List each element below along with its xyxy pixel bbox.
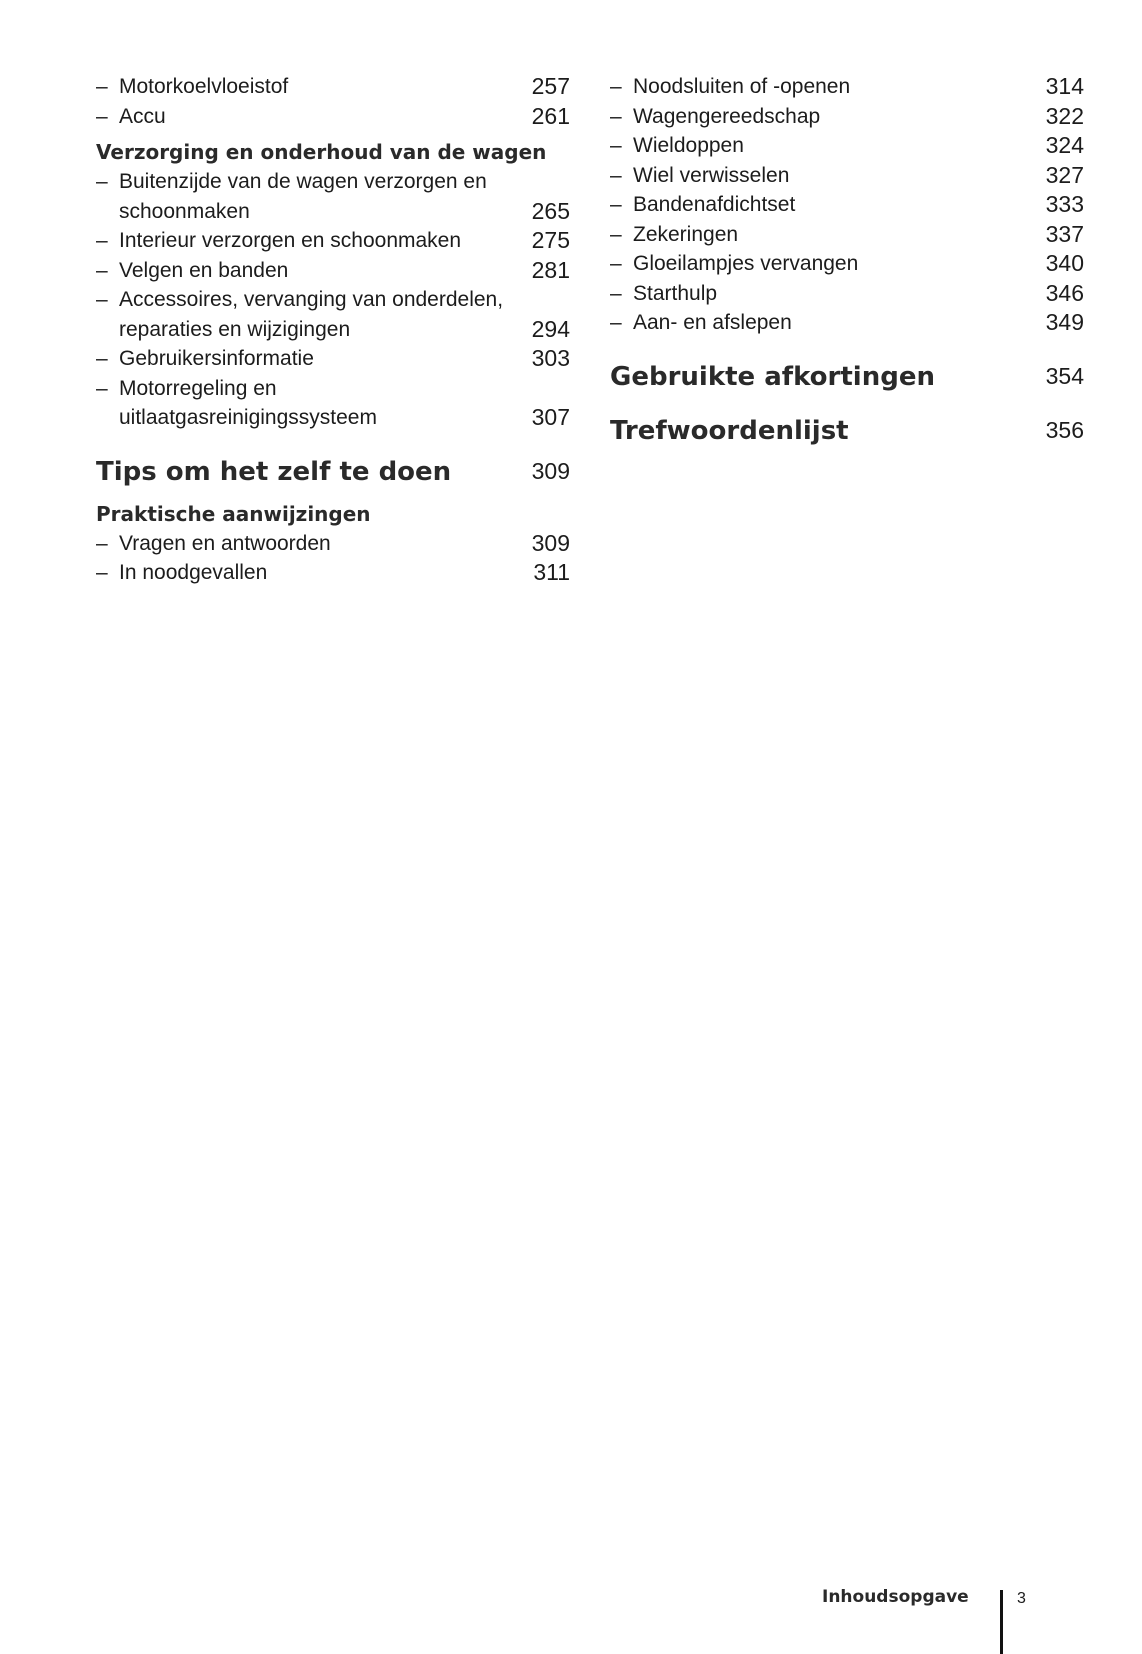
entry-title: Velgen en banden	[119, 258, 289, 282]
entry-page-number: 324	[1045, 132, 1084, 158]
entry-dash: –	[96, 258, 108, 282]
entry-title: Bandenafdichtset	[633, 193, 796, 216]
toc-chapter-trefwoordenlijst[interactable]	[610, 416, 1084, 446]
toc-entry-bandenafdichtset[interactable]	[610, 190, 1084, 220]
chapter-page-number: 354	[1045, 362, 1084, 389]
entry-dash: –	[610, 134, 622, 157]
chapter-title: Gebruikte afkortingen	[610, 361, 935, 392]
entry-page-number: 322	[1045, 102, 1084, 129]
entry-page-number: 340	[1045, 250, 1084, 276]
entry-title: Interieur verzorgen en schoonmaken	[119, 229, 462, 252]
entry-page-number: 303	[531, 345, 570, 371]
entry-page-number: 261	[531, 102, 570, 129]
entry-dash: –	[96, 170, 108, 193]
toc-entry-gloeilampjes[interactable]	[610, 249, 1084, 279]
entry-page-number: 265	[531, 197, 570, 224]
entry-title: Gebruikersinformatie	[119, 347, 314, 370]
entry-dash: –	[610, 75, 622, 98]
toc-right-column	[610, 72, 1084, 446]
entry-title: Zekeringen	[633, 222, 739, 246]
toc-entry-zekeringen[interactable]	[610, 220, 1084, 250]
entry-title: Accu	[119, 104, 166, 128]
toc-entry-motorkoelvloeistof[interactable]	[96, 72, 570, 102]
toc-entry-vragen[interactable]	[96, 529, 570, 559]
toc-entry-noodsluiten[interactable]	[610, 72, 1084, 102]
entry-page-number: 346	[1045, 279, 1084, 306]
entry-title: Starthulp	[633, 281, 718, 305]
entry-page-number: 333	[1045, 191, 1084, 217]
toc-entry-accu[interactable]	[96, 102, 570, 132]
toc-entry-gebruikersinformatie[interactable]	[96, 344, 570, 374]
entry-dash: –	[610, 281, 622, 305]
entry-title: Gloeilampjes vervangen	[633, 252, 859, 275]
toc-entry-velgen[interactable]	[96, 256, 570, 286]
entry-title: Accessoires, vervanging van onderdelen, reparaties en wijzigingen	[119, 288, 504, 341]
toc-entry-afslepen[interactable]	[610, 308, 1084, 338]
entry-title: Wagengereedschap	[633, 104, 821, 128]
entry-dash: –	[610, 104, 622, 128]
entry-dash: –	[96, 376, 108, 400]
entry-page-number: 294	[531, 315, 570, 342]
entry-dash: –	[96, 561, 108, 584]
section-heading-care: Verzorging en onderhoud van de wagen	[96, 140, 547, 164]
entry-dash: –	[96, 104, 108, 128]
entry-page-number: 309	[531, 529, 570, 556]
entry-dash: –	[610, 252, 622, 275]
entry-dash: –	[96, 347, 108, 370]
chapter-page-number: 356	[1045, 416, 1084, 443]
entry-title: Motorkoelvloeistof	[119, 75, 289, 98]
toc-entry-wagengereedschap[interactable]	[610, 102, 1084, 132]
entry-title: Buitenzijde van de wagen verzorgen en schoonmaken	[119, 170, 487, 223]
toc-entry-motorregeling[interactable]	[96, 374, 570, 433]
footer-divider	[1000, 1590, 1003, 1654]
entry-dash: –	[96, 288, 108, 311]
toc-entry-noodgevallen[interactable]	[96, 558, 570, 588]
toc-entry-accessoires[interactable]	[96, 285, 570, 344]
entry-page-number: 337	[1045, 220, 1084, 247]
entry-title: In noodgevallen	[119, 561, 268, 584]
entry-page-number: 307	[531, 404, 570, 430]
toc-entry-interieur[interactable]	[96, 226, 570, 256]
toc-entry-wiel-verwisselen[interactable]	[610, 161, 1084, 191]
entry-page-number: 327	[1045, 161, 1084, 188]
section-heading-practical: Praktische aanwijzingen	[96, 501, 371, 526]
entry-page-number: 275	[531, 227, 570, 253]
entry-dash: –	[610, 222, 622, 246]
footer-page-number: 3	[1017, 1590, 1026, 1607]
entry-page-number: 281	[531, 256, 570, 283]
entry-title: Wieldoppen	[633, 134, 744, 157]
chapter-title: Trefwoordenlijst	[610, 415, 849, 446]
entry-dash: –	[96, 531, 108, 555]
entry-page-number: 314	[1045, 73, 1084, 99]
toc-left-column	[96, 72, 570, 588]
chapter-title: Tips om het zelf te doen	[96, 456, 452, 487]
toc-entry-wieldoppen[interactable]	[610, 131, 1084, 161]
toc-entry-starthulp[interactable]	[610, 279, 1084, 309]
entry-page-number: 257	[531, 73, 570, 99]
entry-title: Motorregeling en uitlaatgasreinigingssysteem	[119, 376, 377, 429]
entry-title: Noodsluiten of -openen	[633, 75, 851, 98]
entry-title: Vragen en antwoorden	[119, 531, 331, 555]
toc-entry-buitenzijde[interactable]	[96, 167, 570, 226]
chapter-page-number: 309	[531, 457, 570, 484]
footer-section-label: Inhoudsopgave	[822, 1587, 969, 1607]
entry-dash: –	[610, 193, 622, 216]
toc-chapter-afkortingen[interactable]	[610, 362, 1084, 392]
entry-page-number: 311	[533, 559, 570, 585]
entry-dash: –	[96, 75, 108, 98]
entry-dash: –	[610, 311, 622, 334]
entry-page-number: 349	[1045, 309, 1084, 335]
entry-title: Aan- en afslepen	[633, 311, 792, 334]
toc-chapter-tips[interactable]	[96, 457, 570, 487]
entry-title: Wiel verwisselen	[633, 163, 790, 187]
entry-dash: –	[610, 163, 622, 187]
entry-dash: –	[96, 229, 108, 252]
